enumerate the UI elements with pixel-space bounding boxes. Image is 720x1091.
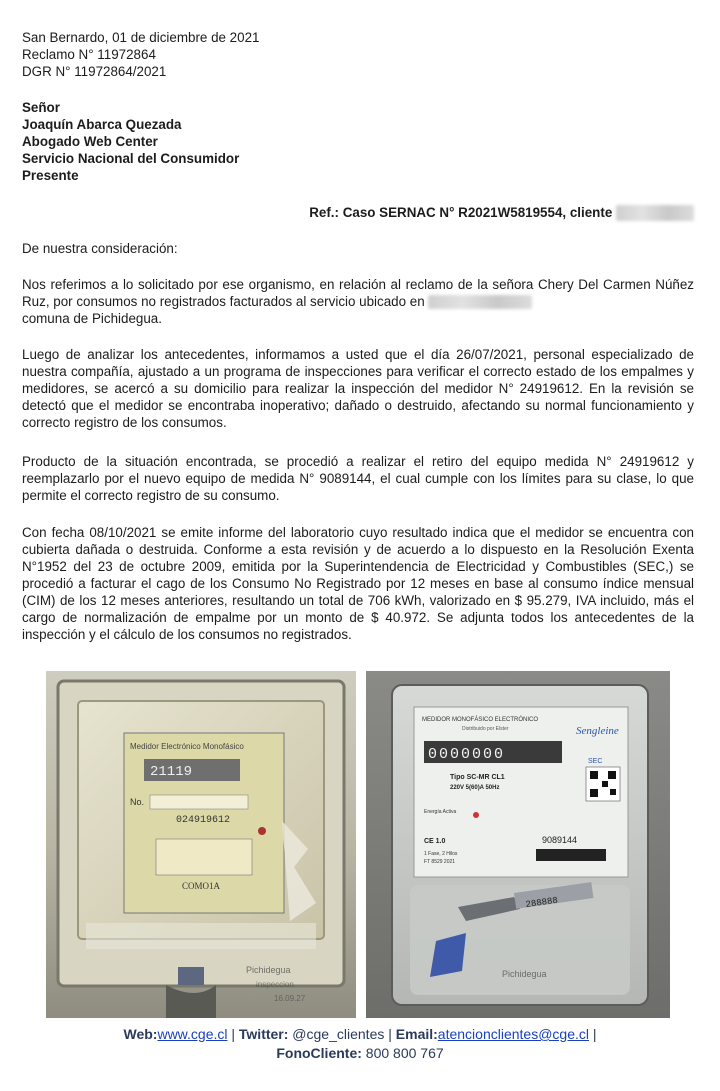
footer-web-label: Web: — [123, 1026, 158, 1042]
paragraph-1-end: comuna de Pichidegua. — [22, 311, 162, 326]
footer-phone-number[interactable]: 800 800 767 — [361, 1045, 444, 1061]
dgr-number: DGR N° 11972864/2021 — [22, 64, 167, 79]
new-meter-serial: FT 8529 2021 — [424, 859, 456, 865]
new-meter-energy: Energía Activa — [424, 809, 457, 815]
footer-phone-label: FonoCliente: — [276, 1045, 362, 1061]
paragraph-4: Con fecha 08/10/2021 se emite informe del laboratorio cuyo resultado indica que el medidor se encuentra con cubierta dañada o destruida. Conforme a esta revisión y de acuerdo a lo dispuesto en la Resolución Exenta N°1952 del 23 de octubre 2009, emitida por la Superintendencia de Electricidad y Combustibles (SEC,) se procedió a facturar el cago de los Consumo No Registrado por 12 meses en base al consumo índice mensual (CIM) de los 12 meses anteriores, resultando un total de 706 kWh, valorizado en $ 95.279, IVA incluido, más el cargo de normalización de empalme por un monto de $ 40.972. Se adjunta todos los antecedentes de la inspección y el cálculo de los consumos no registrados. — [22, 525, 694, 642]
reclamo-number: Reclamo N° 11972864 — [22, 47, 156, 62]
place-date: San Bernardo, 01 de diciembre de 2021 — [22, 30, 260, 45]
recipient-presente: Presente — [22, 168, 79, 183]
recipient-org: Servicio Nacional del Consumidor — [22, 151, 240, 166]
recipient-role: Abogado Web Center — [22, 134, 158, 149]
footer-twitter-label: Twitter: — [238, 1026, 289, 1042]
old-meter-number: 024919612 — [176, 815, 231, 826]
new-meter-brand: Sengleine — [576, 725, 619, 737]
new-meter-number: 9089144 — [542, 835, 578, 845]
footer-phone — [0, 1045, 720, 1061]
old-meter-reading: 21119 — [150, 764, 193, 780]
old-meter-model: COMO1A — [182, 881, 221, 891]
paragraph-1 — [22, 276, 694, 327]
old-meter-brand: Medidor Electrónico Monofásico — [130, 742, 244, 751]
new-meter-subheader: Distribuido por Elster — [462, 726, 509, 732]
footer-email-label: Email: — [395, 1026, 438, 1042]
recipient-line: Señor — [22, 100, 60, 115]
new-meter-reading: 0000000 — [428, 746, 506, 763]
old-meter-graphic — [46, 671, 356, 1018]
reference-line — [200, 204, 694, 221]
new-meter-stamp: Pichidegua — [502, 969, 547, 979]
redacted-address — [428, 295, 532, 309]
reference-text: Ref.: Caso SERNAC N° R2021W5819554, cliente — [309, 205, 613, 220]
recipient-name: Joaquín Abarca Quezada — [22, 117, 182, 132]
new-meter-sec: SEC — [588, 758, 603, 765]
footer-sep-1: | — [227, 1026, 239, 1042]
footer-trail: | — [588, 1026, 597, 1042]
old-meter-number-label: No. — [130, 797, 145, 807]
new-meter-phase: 1 Fase, 2 Hilos — [424, 851, 458, 857]
new-meter-seal: 288888 — [525, 895, 559, 910]
paragraph-3: Producto de la situación encontrada, se procedió a realizar el retiro del equipo medida N° 24919612 y reemplazarlo por el nuevo equipo de medida N° 9089144, el cual cumple con los límites para su clase, lo que permite el correcto registro de su consumo. — [22, 454, 694, 503]
greeting: De nuestra consideración: — [22, 241, 178, 256]
footer-contact — [0, 1026, 720, 1042]
photo-new-meter — [366, 671, 670, 1018]
paragraph-2: Luego de analizar los antecedentes, informamos a usted que el día 26/07/2021, personal especializado de nuestra compañía, ajustado a un programa de inspecciones para verificar el correcto estado de los empalmes y medidores, se acercó a su domicilio para realizar la inspección del medidor N° 24919612. En la revisión se detectó que el medidor se encontraba inoperativo; dañado o destruido, afectando su normal funcionamiento y correcto registro de los consumos. — [22, 347, 694, 430]
new-meter-ce: CE 1.0 — [424, 838, 446, 845]
footer-email-link[interactable]: atencionclientes@cge.cl — [437, 1026, 589, 1042]
new-meter-header: MEDIDOR MONOFÁSICO ELECTRÓNICO — [422, 717, 539, 723]
photo-old-meter — [46, 671, 356, 1018]
old-meter-stamp-1: Pichidegua — [246, 965, 291, 975]
new-meter-spec: 220V 5(60)A 50Hz — [450, 785, 500, 791]
footer-twitter-handle[interactable]: @cge_clientes — [288, 1026, 385, 1042]
new-meter-graphic — [366, 671, 670, 1018]
redacted-client — [616, 205, 694, 221]
footer-sep-2: | — [384, 1026, 396, 1042]
new-meter-type: Tipo SC-MR CL1 — [450, 774, 505, 781]
footer-web-link[interactable]: www.cge.cl — [157, 1026, 228, 1042]
paragraph-1-text: Nos referimos a lo solicitado por ese organismo, en relación al reclamo de la señora Chery Del Carmen Núñez Ruz, por consumos no registrados facturados al servicio ubicado en — [22, 277, 694, 309]
old-meter-stamp-2: inspeccion — [256, 980, 294, 989]
old-meter-stamp-3: 16.09.27 — [274, 994, 306, 1003]
